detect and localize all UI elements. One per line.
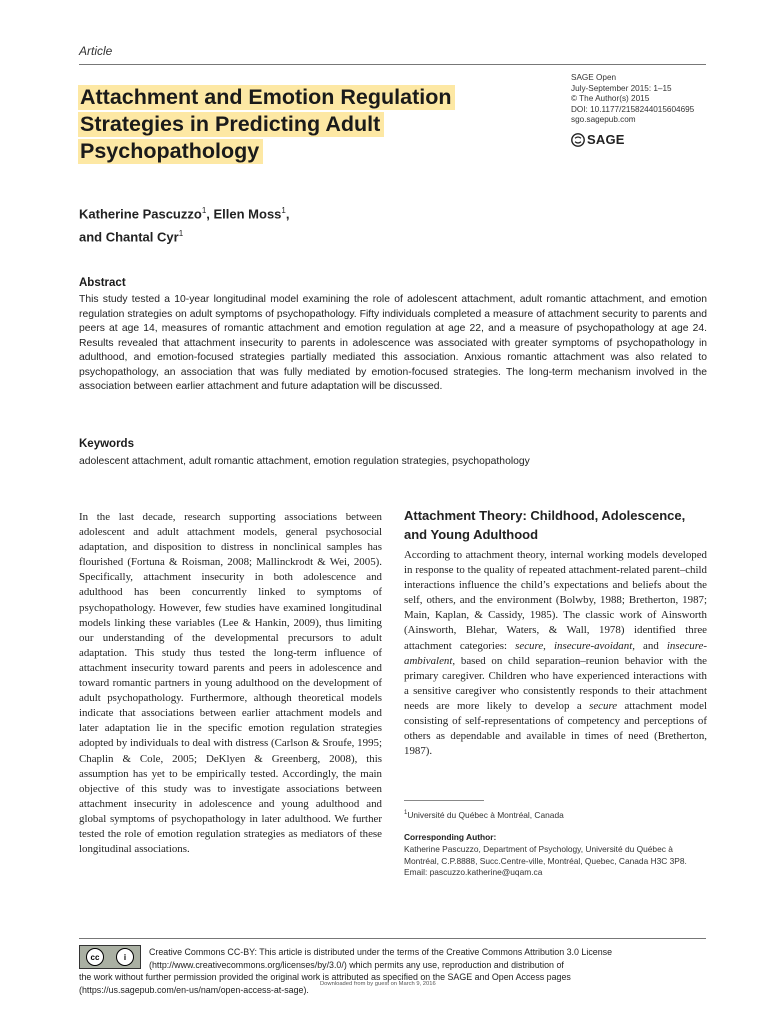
keywords-heading: Keywords: [79, 438, 134, 450]
author-pascuzzo: Katherine Pascuzzo: [79, 206, 202, 222]
term-insecure-ambivalent: insecure-ambivalent: [404, 639, 707, 667]
footer-rule: [79, 938, 706, 939]
sage-swirl-icon: [571, 133, 585, 147]
abstract-heading: Abstract: [79, 277, 126, 289]
author-affil-sup: 1: [178, 229, 184, 239]
journal-meta: [571, 73, 694, 126]
journal-site-link[interactable]: sgo.sagepub.com: [571, 115, 636, 125]
download-watermark: Downloaded from by guest on March 9, 2016: [320, 981, 436, 987]
corresponding-author-details: [404, 844, 704, 879]
term-secure: secure: [515, 639, 544, 652]
doi-link[interactable]: DOI: 10.1177/2158244015604695: [571, 104, 695, 114]
copyright-line: © The Author(s) 2015: [571, 94, 650, 104]
intro-paragraph: In the last decade, research supporting associations between adolescent and adult attachment models, general psychosocial adaptation, and disposition to distress in nonclinical samples has flourished (Fortuna & Roisman, 2008; Mallinckrodt & Wei, 2005). Specifically, attachment insecurity in both adolescence and adulthood has been concurrently linked to symptoms of psychopathology. However, few studies have examined longitudinal models linking these variables (Lee & Hankin, 2009), thus limiting our understanding of the developmental precursors to adult adaptation. This study thus tested the long-term influence of attachment insecurity toward parents and peers in adolescence and toward romantic partners in young adulthood on the development of adult psychopathology. Furthermore, although theoretical models indicate that associations between earlier attachment models and later adaptation lie in the specific emotion regulation strategies adopted by individuals to deal with distress (Carlson & Sroufe, 1995; Chaplin & Cole, 2005; DeKlyen & Greenberg, 2008), this assumption has yet to be empirically tested. Accordingly, the main objective of this study was to investigate associations between attachment insecurity in adolescence and young adulthood and global symptoms of psychopathology in later adulthood. We further tested the role of emotion regulation strategies as mediators of these longitudinal associations.: [79, 511, 382, 856]
paper-title: [78, 84, 498, 165]
author-cyr: and Chantal Cyr: [79, 229, 179, 245]
open-access-link[interactable]: (https://us.sagepub.com/en-us/nam/open-access-at-sage).: [79, 984, 309, 995]
author-list: Katherine Pascuzzo$^1$, Ellen Moss$^1$, and Chantal Cyr$^1$: [79, 206, 290, 245]
author-affil-sup: 1: [201, 206, 207, 215]
section-heading: Attachment Theory: Childhood, Adolescence, and Young Adulthood: [404, 508, 686, 542]
footnote-rule: [404, 800, 484, 801]
article-type-label: Article: [79, 44, 113, 58]
corresponding-author-label: Corresponding Author:: [404, 832, 497, 842]
license-text: [79, 946, 709, 996]
license-line: the work without further permission provided the original work is attributed as specified on the SAGE and Open Access pages: [79, 972, 571, 982]
license-url-link[interactable]: (http://www.creativecommons.org/licenses/by/3.0/) which permits any use, reproduction and distribution of: [149, 959, 564, 970]
attribution-person-icon: i: [116, 948, 134, 966]
term-secure: secure: [589, 699, 618, 712]
abstract-body: This study tested a 10-year longitudinal model examining the role of adolescent attachment, adult romantic attachment, and emotion regulation strategies on adult symptoms of psychopathology. Fifty individuals completed a measure of attachment security to parents and peers at age 14, measures of romantic attachment and emotion regulation at age 22, and a measure of psychopathology at age 24. Results revealed that attachment insecurity to parents in adolescence was associated with greater symptoms of psychopathology in adulthood, and emotion-focused strategies partially mediated this association. Anxious romantic attachment was also related to psychopathology, an association that was fully mediated by emotion-focused strategies. The long-term mechanism involved in the association between earlier attachment and future adaptation will be discussed.: [79, 294, 707, 392]
header-rule: [79, 64, 706, 65]
corresponding-email[interactable]: Email: pascuzzo.katherine@uqam.ca: [404, 867, 543, 877]
journal-name: SAGE Open: [571, 73, 617, 82]
creative-commons-icon: cc: [86, 948, 104, 966]
author-affil-sup: 1: [281, 206, 286, 215]
sage-logo: [571, 132, 625, 147]
affiliation-footnote: $^1$Université du Québec à Montréal, Canada: [404, 810, 564, 820]
term-insecure-avoidant: insecure-avoidant: [554, 639, 633, 652]
sage-logo-text: SAGE: [587, 132, 625, 147]
journal-issue: July-September 2015: 1–15: [571, 83, 672, 93]
paper-title-text: Attachment and Emotion Regulation Strategies in Predicting Adult Psychopathology: [78, 85, 455, 164]
section-paragraph: According to attachment theory, internal working models developed in response to the quality of repeated attachment-related parent–child interactions influence the child’s expectations and beliefs about the self, others, and the environment (Bolwby, 1988; Bretherton, 1987; Main, Kaplan, & Cassidy, 1985). The classic work of Ainsworth (Ainsworth, Blehar, Waters, & Wall, 1978) identified three attachment categories: secure, insecure-avoidant, and insecure-ambivalent, based on child separation–reunion behavior with the primary caregiver. Children who have experienced interactions with a sensitive caregiver who consistently responds to their attachment needs are more likely to develop a secure attachment model consisting of self-representations of competency and perceptions of others as dependable and available in times of need (Bretherton, 1987).: [404, 549, 707, 758]
keywords-list: adolescent attachment, adult romantic attachment, emotion regulation strategies, psychopathology: [79, 456, 530, 467]
author-moss: , Ellen Moss: [206, 206, 282, 222]
corresponding-address: Katherine Pascuzzo, Department of Psychology, Université du Québec à Montréal, C.P.8888, Succ.Centre-ville, Montréal, Quebec, Canada H3C 3P8.: [404, 844, 687, 866]
license-line: Creative Commons CC-BY: This article is distributed under the terms of the Creative Commons Attribution 3.0 License: [149, 947, 613, 957]
